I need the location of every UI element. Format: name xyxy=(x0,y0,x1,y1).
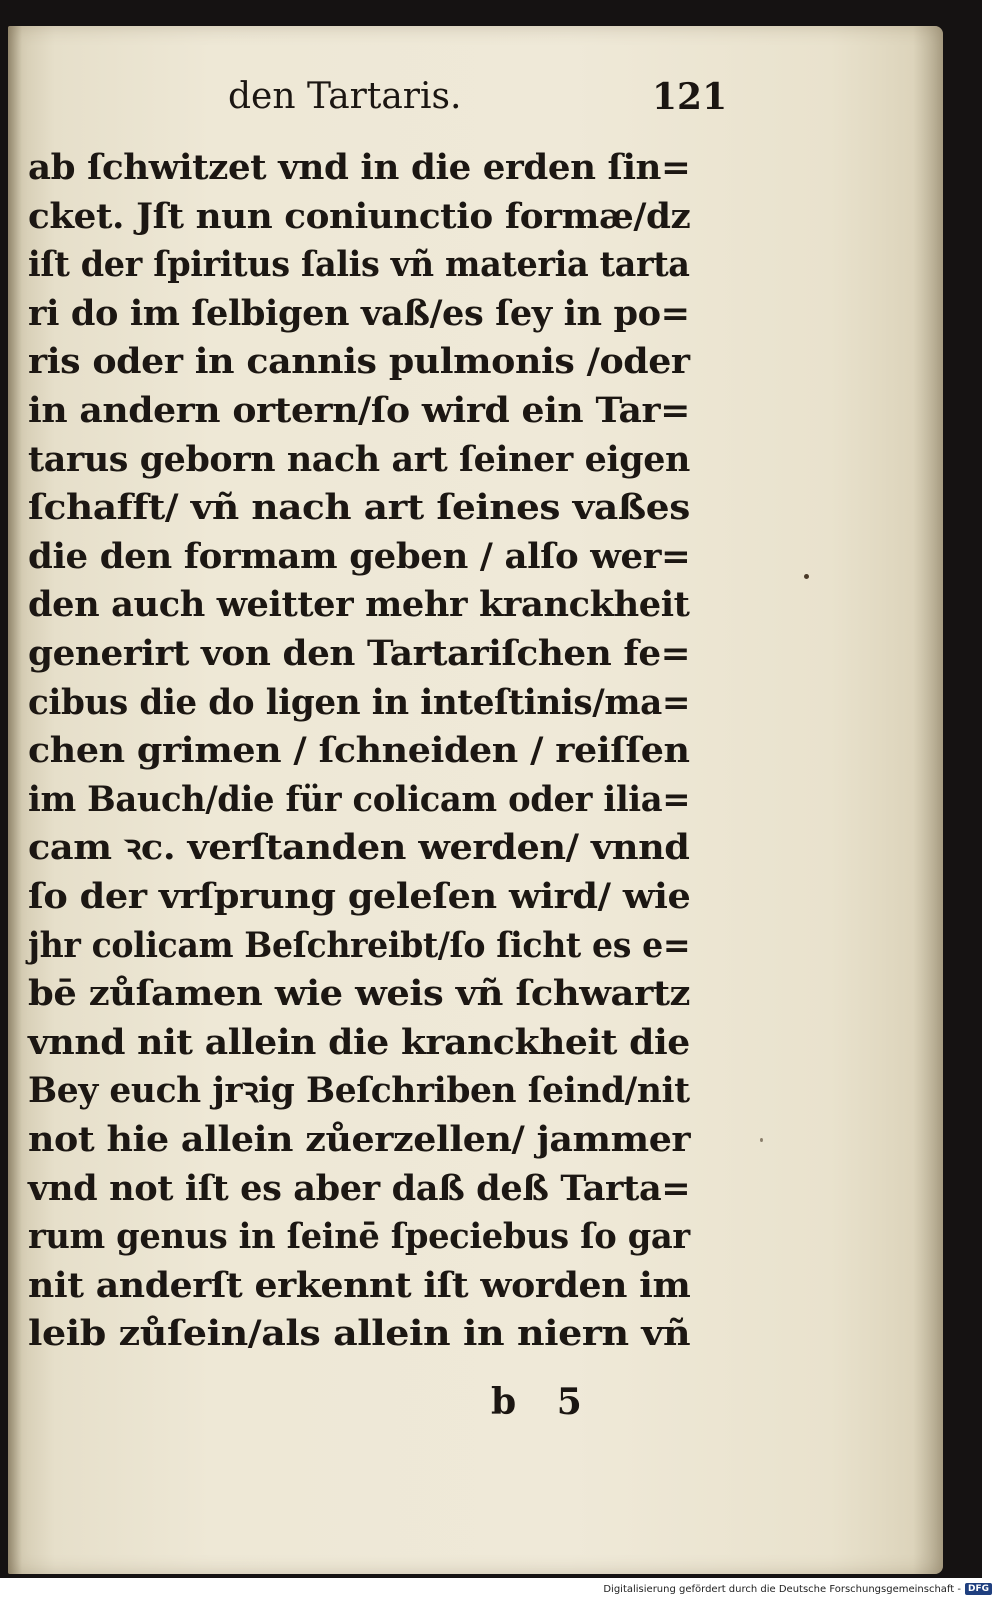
text-line: ab ſchwitzet vnd in die erden ſin= xyxy=(28,147,691,188)
paper-speck xyxy=(804,574,809,579)
text-line: chen grimen / ſchneiden / reiſſen xyxy=(28,730,690,772)
paper-speck xyxy=(760,1138,763,1142)
page-number: 121 xyxy=(652,76,728,118)
text-line: den auch weitter mehr kranckheit xyxy=(28,584,690,626)
text-line: cket. Jſt nun coniunctio formæ/dz xyxy=(28,195,691,237)
text-line: ſo der vrſprung geleſen wird/ wie xyxy=(28,876,691,917)
page-gutter-shadow xyxy=(8,26,22,1574)
dfg-logo: DFG xyxy=(965,1583,992,1595)
text-block xyxy=(28,26,728,1574)
signature-mark: b 5 xyxy=(491,1381,582,1423)
page-header xyxy=(28,76,728,120)
text-line: vnnd nit allein die kranckheit die xyxy=(28,1021,690,1063)
digitization-credit xyxy=(603,1580,992,1598)
book-page xyxy=(8,26,943,1574)
text-line: bē zůſamen wie weis vñ ſchwartz xyxy=(28,973,691,1015)
text-line: cam ꝛc. verſtanden werden/ vnnd xyxy=(28,827,690,869)
text-line: nit anderſt erkennt iſt worden im xyxy=(28,1264,691,1306)
text-line: ſchafft/ vñ nach art ſeines vaßes xyxy=(28,487,690,529)
credit-text: Digitalisierung gefördert durch die Deutsche Forschungsgemeinschaft - xyxy=(603,1583,961,1595)
text-line: cibus die do ligen in inteſtinis/ma= xyxy=(28,681,691,723)
text-line: vnd not iſt es aber daß deß Tarta= xyxy=(28,1167,691,1209)
text-line: iſt der ſpiritus ſalis vñ materia tarta xyxy=(28,244,690,286)
text-line: in andern ortern/ſo wird ein Tar= xyxy=(28,390,690,431)
text-line: not hie allein zůerzellen/ jammer xyxy=(28,1119,691,1160)
text-line: jhr colicam Beſchreibt/ſo ſicht es e= xyxy=(28,924,691,966)
text-line: rum genus in ſeinē ſpeciebus ſo gar xyxy=(28,1216,690,1258)
text-line: leib zůſein/als allein in niern vñ xyxy=(28,1313,691,1355)
page-edge-shadow xyxy=(913,26,943,1574)
running-head: den Tartaris. xyxy=(228,76,462,117)
text-line: tarus geborn nach art ſeiner eigen xyxy=(28,438,690,480)
text-line: im Bauch/die für colicam oder ilia= xyxy=(28,778,691,820)
text-line: generirt von den Tartariſchen fe= xyxy=(28,633,691,674)
text-line: Bey euch jrꝛig Beſchriben ſeind/nit xyxy=(28,1070,690,1112)
text-line: ri do im ſelbigen vaß/es ſey in po= xyxy=(28,292,690,334)
text-line: die den formam geben / alſo wer= xyxy=(28,535,691,577)
text-line: ris oder in cannis pulmonis /oder xyxy=(28,341,690,383)
